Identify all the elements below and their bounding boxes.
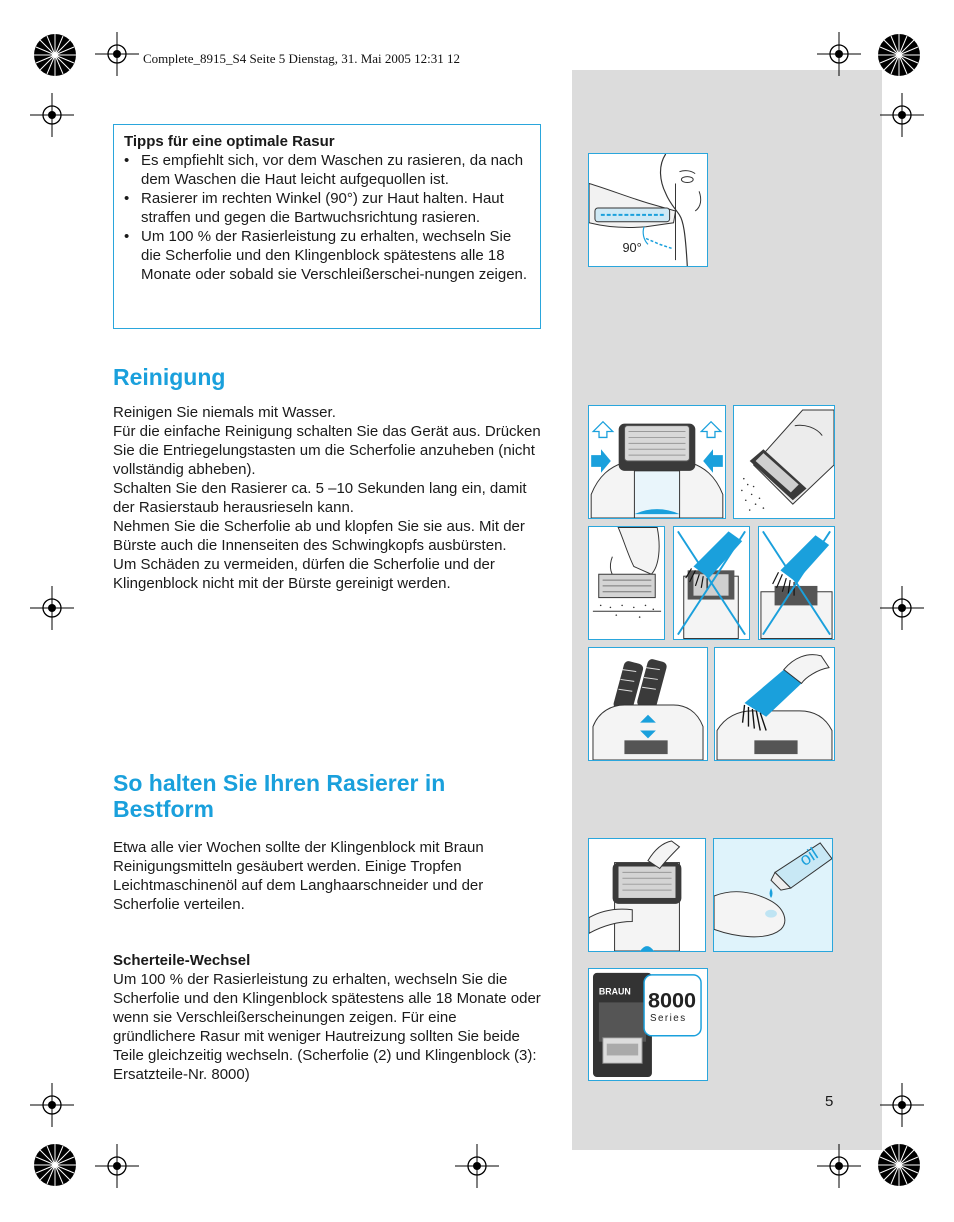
no-brush-blade-illustration: [758, 526, 835, 640]
angle-label: 90°: [622, 240, 642, 256]
crosshair-mark-icon: [30, 93, 74, 137]
dust-falling-illustration: [733, 405, 835, 519]
oil-label: oil: [795, 843, 822, 870]
crosshair-mark-icon: [880, 93, 924, 137]
list-item: • Rasierer im rechten Winkel (90°) zur Haut halten. Haut straffen und gegen die Bartwuchsrichtung rasieren.: [124, 189, 530, 227]
brushing-head-illustration: [714, 647, 835, 761]
paragraph: Für die einfache Reinigung schalten Sie das Gerät aus. Drücken Sie die Entriegelungstasten um die Scherfolie anzuheben (nicht vollständig abheben).: [113, 423, 541, 478]
scherteile-text: Um 100 % der Rasierleistung zu erhalten, wechseln Sie die Scherfolie und den Klingenblock spätestens alle 18 Monate oder wenn sie Verschleißerscheinungen zeigen. Für eine gründlichere Rasur mit weniger Hautreizung sollten Sie beide Teile gleichzeitig wechseln. (Scherfolie (2) und Klingenblock (3): Ersatzteile-Nr. 8000): [113, 971, 541, 1083]
crosshair-mark-icon: [30, 586, 74, 630]
crosshair-mark-icon: [455, 1144, 499, 1188]
release-buttons-illustration: [588, 405, 726, 519]
crosshair-mark-icon: [817, 1144, 861, 1188]
bestform-heading: So halten Sie Ihren Rasierer in Bestform: [113, 770, 446, 822]
paragraph: Nehmen Sie die Scherfolie ab und klopfen Sie sie aus. Mit der Bürste auch die Innenseiten des Schwingkopfs ausbürsten.: [113, 518, 525, 554]
registration-starburst-icon: [33, 1143, 77, 1187]
reinigung-heading: Reinigung: [113, 364, 226, 390]
no-brush-foil-illustration: [673, 526, 750, 640]
crosshair-mark-icon: [817, 32, 861, 76]
pack-model: 8000: [648, 987, 697, 1013]
list-item: • Um 100 % der Rasierleistung zu erhalten, wechseln Sie die Scherfolie und den Klingenblock spätestens alle 18 Monate oder sobald sie Verschleißerschei-nungen zeigen.: [124, 227, 530, 284]
scherteile-title: Scherteile-Wechsel: [113, 952, 251, 969]
print-header: Complete_8915_S4 Seite 5 Dienstag, 31. Mai 2005 12:31 12: [143, 51, 461, 66]
tips-title: Tipps für eine optimale Rasur: [124, 133, 335, 150]
oil-drop-illustration: [713, 838, 833, 952]
pack-series: Series: [649, 1013, 687, 1025]
paragraph: Um Schäden zu vermeiden, dürfen die Scherfolie und der Klingenblock nicht mit der Bürste gereinigt werden.: [113, 556, 495, 592]
crosshair-mark-icon: [880, 586, 924, 630]
crosshair-mark-icon: [95, 1144, 139, 1188]
list-item: • Es empfiehlt sich, vor dem Waschen zu rasieren, da nach dem Waschen die Haut leicht aufgequollen ist.: [124, 151, 530, 189]
crosshair-mark-icon: [30, 1083, 74, 1127]
shaving-angle-illustration: [588, 153, 708, 267]
crosshair-mark-icon: [95, 32, 139, 76]
bestform-text: Etwa alle vier Wochen sollte der Klingenblock mit Braun Reinigungsmitteln gesäubert werden. Einige Tropfen Leichtmaschinenöl auf dem Langhaarschneider und der Scherfolie verteilen.: [113, 839, 484, 913]
replacement-pack-illustration: [588, 968, 708, 1081]
tips-box: [113, 124, 541, 329]
tapping-foil-illustration: [588, 526, 665, 640]
registration-starburst-icon: [877, 33, 921, 77]
registration-starburst-icon: [33, 33, 77, 77]
pack-brand: BRAUN: [598, 986, 631, 997]
page-number: 5: [825, 1093, 834, 1110]
paragraph: Reinigen Sie niemals mit Wasser.: [113, 404, 336, 421]
removed-parts-illustration: [588, 647, 708, 761]
paragraph: Schalten Sie den Rasierer ca. 5 –10 Sekunden lang ein, damit der Rasierstaub herausrieseln kann.: [113, 480, 527, 516]
oil-foil-illustration: [588, 838, 706, 952]
tips-list: [124, 151, 530, 284]
registration-starburst-icon: [877, 1143, 921, 1187]
crosshair-mark-icon: [880, 1083, 924, 1127]
reinigung-text: [113, 403, 545, 593]
